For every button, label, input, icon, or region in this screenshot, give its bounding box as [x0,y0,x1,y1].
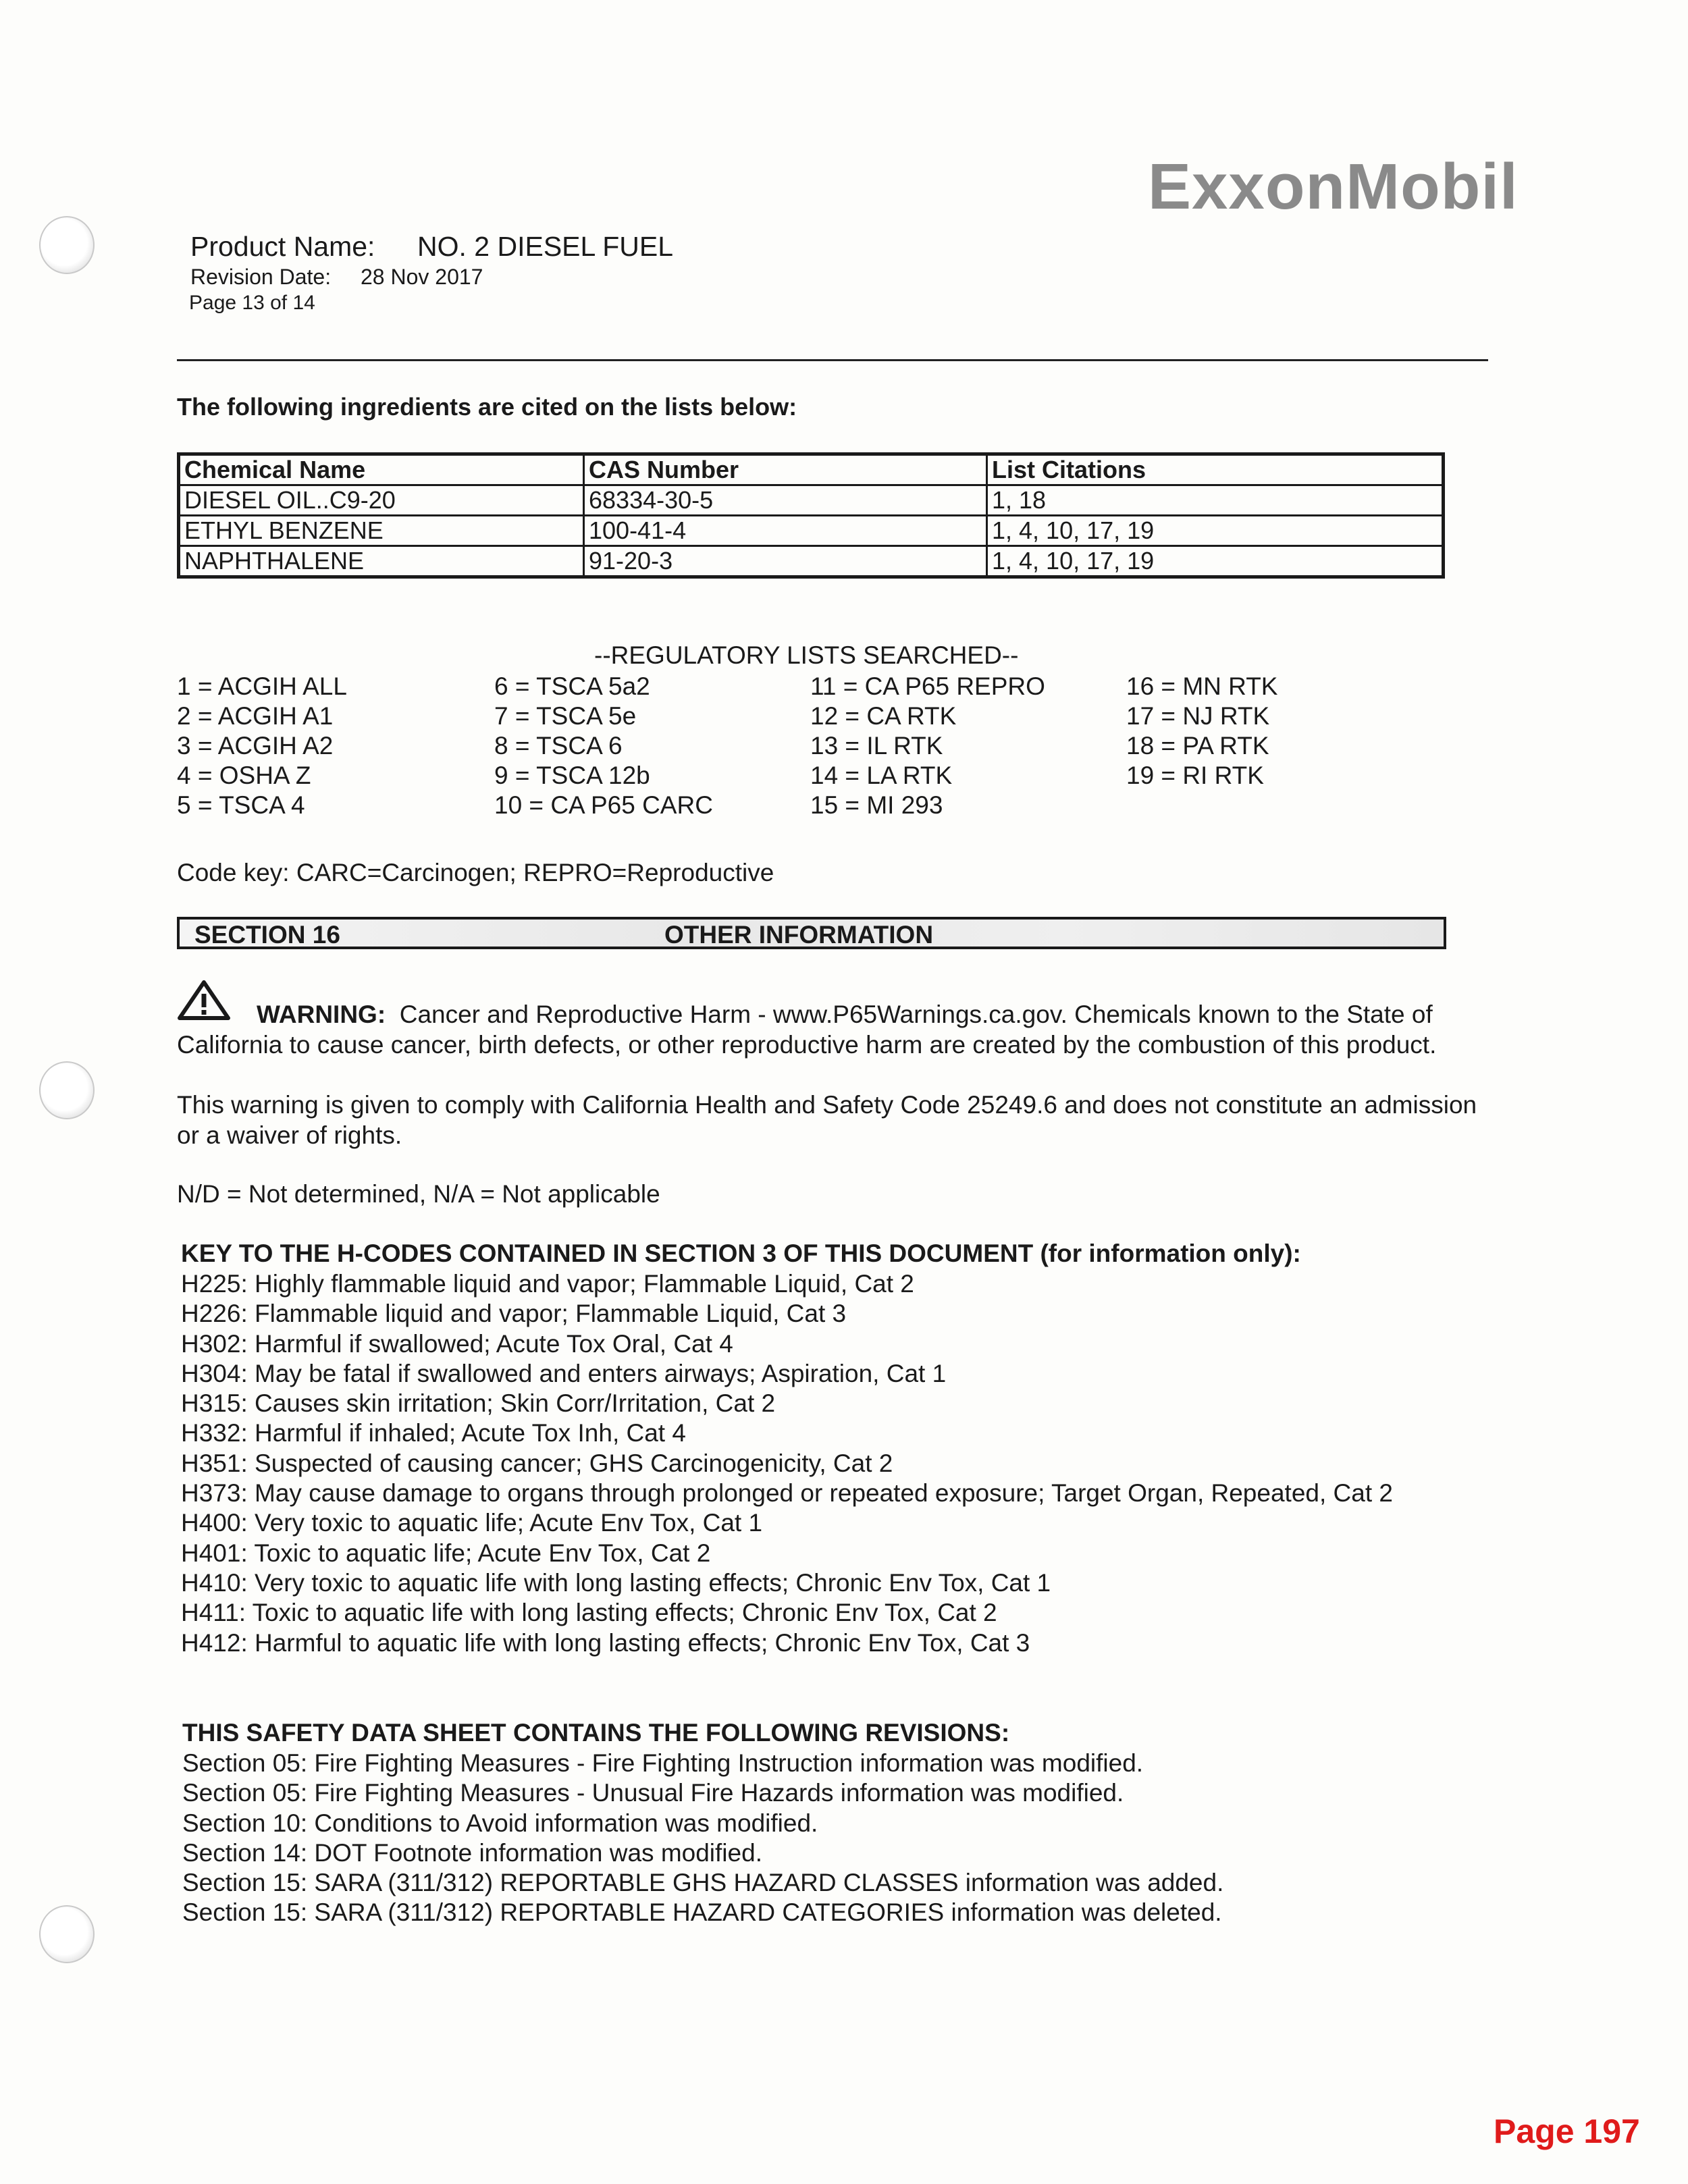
list-item: H411: Toxic to aquatic life with long lasting effects; Chronic Env Tox, Cat 2 [181,1599,997,1627]
header-chemical-name: Chemical Name [179,454,584,485]
hcodes-list [181,1269,1393,1658]
cas-number-cell: 68334-30-5 [584,485,987,516]
list-item: H410: Very toxic to aquatic life with long lasting effects; Chronic Env Tox, Cat 1 [181,1568,1051,1597]
header-cas-number: CAS Number [584,454,987,485]
list-item: 1 = ACGIH ALL [177,672,347,700]
table-row [179,546,1444,577]
hcodes-title: KEY TO THE H-CODES CONTAINED IN SECTION 3 OF THIS DOCUMENT (for information only): [181,1240,1301,1267]
product-name-label: Product Name: [190,231,375,262]
list-item: 11 = CA P65 REPRO [810,672,1045,700]
list-citations-cell: 1, 4, 10, 17, 19 [987,546,1444,577]
revision-date-label: Revision Date: [190,265,332,289]
list-citations-cell: 1, 18 [987,485,1444,516]
table-row [179,516,1444,546]
exxonmobil-logo: ExxonMobil [1148,151,1519,223]
list-item: Section 15: SARA (311/312) REPORTABLE GHS HAZARD CLASSES information was added. [182,1869,1224,1897]
list-item: Section 14: DOT Footnote information was modified. [182,1838,762,1867]
regulatory-column-4 [1126,672,1277,791]
regulatory-lists-title: --REGULATORY LISTS SEARCHED-- [594,641,1019,669]
page-of-label: Page 13 of 14 [189,292,315,314]
compliance-line2: or a waiver of rights. [177,1121,402,1149]
list-item: H373: May cause damage to organs through prolonged or repeated exposure; Target Organ, Repeated, Cat 2 [181,1479,1393,1508]
warning-text-line2: California to cause cancer, birth defects, or other reproductive harm are created by the combustion of this product. [177,1031,1437,1059]
ingredients-intro: The following ingredients are cited on the lists below: [177,393,797,421]
list-item: 18 = PA RTK [1126,732,1269,760]
list-item: 17 = NJ RTK [1126,702,1270,730]
table-row [179,485,1444,516]
list-item: 10 = CA P65 CARC [494,791,713,819]
list-item: 13 = IL RTK [810,732,943,760]
list-item: 15 = MI 293 [810,791,943,819]
list-item: H401: Toxic to aquatic life; Acute Env Tox, Cat 2 [181,1539,711,1567]
punch-hole-middle [39,1061,95,1119]
revision-date-value: 28 Nov 2017 [361,265,483,289]
code-key: Code key: CARC=Carcinogen; REPRO=Reproductive [177,859,774,886]
cas-number-cell: 91-20-3 [584,546,987,577]
list-item: 9 = TSCA 12b [494,762,650,789]
list-item: 6 = TSCA 5a2 [494,672,650,700]
page-number-stamp: Page 197 [1494,2112,1640,2150]
section-number: SECTION 16 [194,921,340,949]
product-name-value: NO. 2 DIESEL FUEL [417,231,673,262]
section-16-banner [177,917,1446,949]
list-citations-cell: 1, 4, 10, 17, 19 [987,516,1444,546]
list-item: 7 = TSCA 5e [494,702,637,730]
warning-label: WARNING: [257,1001,386,1028]
cas-number-cell: 100-41-4 [584,516,987,546]
header-divider [177,359,1488,361]
list-item: Section 10: Conditions to Avoid information was modified. [182,1809,818,1837]
header-list-citations: List Citations [987,454,1444,485]
regulatory-column-2 [494,672,713,820]
list-item: 4 = OSHA Z [177,762,311,789]
list-item: 19 = RI RTK [1126,762,1264,789]
punch-hole-top [39,216,95,274]
list-item: 8 = TSCA 6 [494,732,623,760]
section-title: OTHER INFORMATION [664,921,934,949]
punch-hole-bottom [39,1905,95,1963]
warning-paragraph [177,999,1500,1060]
chemical-name-cell: NAPHTHALENE [179,546,584,577]
list-item: H304: May be fatal if swallowed and enters airways; Aspiration, Cat 1 [181,1359,947,1387]
compliance-paragraph [177,1090,1500,1150]
list-item: H412: Harmful to aquatic life with long lasting effects; Chronic Env Tox, Cat 3 [181,1628,1030,1657]
table-header-row [179,454,1444,485]
list-item: Section 05: Fire Fighting Measures - Unusual Fire Hazards information was modified. [182,1779,1124,1807]
ingredients-table [177,452,1445,579]
revisions-title: THIS SAFETY DATA SHEET CONTAINS THE FOLLOWING REVISIONS: [182,1719,1010,1747]
revisions-list [182,1749,1223,1928]
list-item: H332: Harmful if inhaled; Acute Tox Inh, Cat 4 [181,1419,686,1447]
regulatory-column-1 [177,672,347,820]
list-item: H400: Very toxic to aquatic life; Acute Env Tox, Cat 1 [181,1509,763,1537]
list-item: H226: Flammable liquid and vapor; Flammable Liquid, Cat 3 [181,1300,847,1328]
list-item: H225: Highly flammable liquid and vapor; Flammable Liquid, Cat 2 [181,1270,914,1298]
list-item: Section 05: Fire Fighting Measures - Fire Fighting Instruction information was modified. [182,1749,1144,1777]
list-item: H315: Causes skin irritation; Skin Corr/Irritation, Cat 2 [181,1389,776,1418]
list-item: 2 = ACGIH A1 [177,702,334,730]
list-item: 5 = TSCA 4 [177,791,305,819]
chemical-name-cell: DIESEL OIL..C9-20 [179,485,584,516]
list-item: H302: Harmful if swallowed; Acute Tox Oral, Cat 4 [181,1329,733,1358]
compliance-line1: This warning is given to comply with California Health and Safety Code 25249.6 and does not constitute an admission [177,1091,1477,1119]
list-item: 16 = MN RTK [1126,672,1278,700]
list-item: Section 15: SARA (311/312) REPORTABLE HAZARD CATEGORIES information was deleted. [182,1898,1222,1927]
chemical-name-cell: ETHYL BENZENE [179,516,584,546]
list-item: 12 = CA RTK [810,702,957,730]
warning-text-line1: Cancer and Reproductive Harm - www.P65Warnings.ca.gov. Chemicals known to the State of [399,1001,1433,1028]
list-item: H351: Suspected of causing cancer; GHS Carcinogenicity, Cat 2 [181,1449,893,1477]
nd-na-note: N/D = Not determined, N/A = Not applicable [177,1180,660,1208]
regulatory-column-3 [810,672,1045,820]
list-item: 3 = ACGIH A2 [177,732,334,760]
list-item: 14 = LA RTK [810,762,953,789]
